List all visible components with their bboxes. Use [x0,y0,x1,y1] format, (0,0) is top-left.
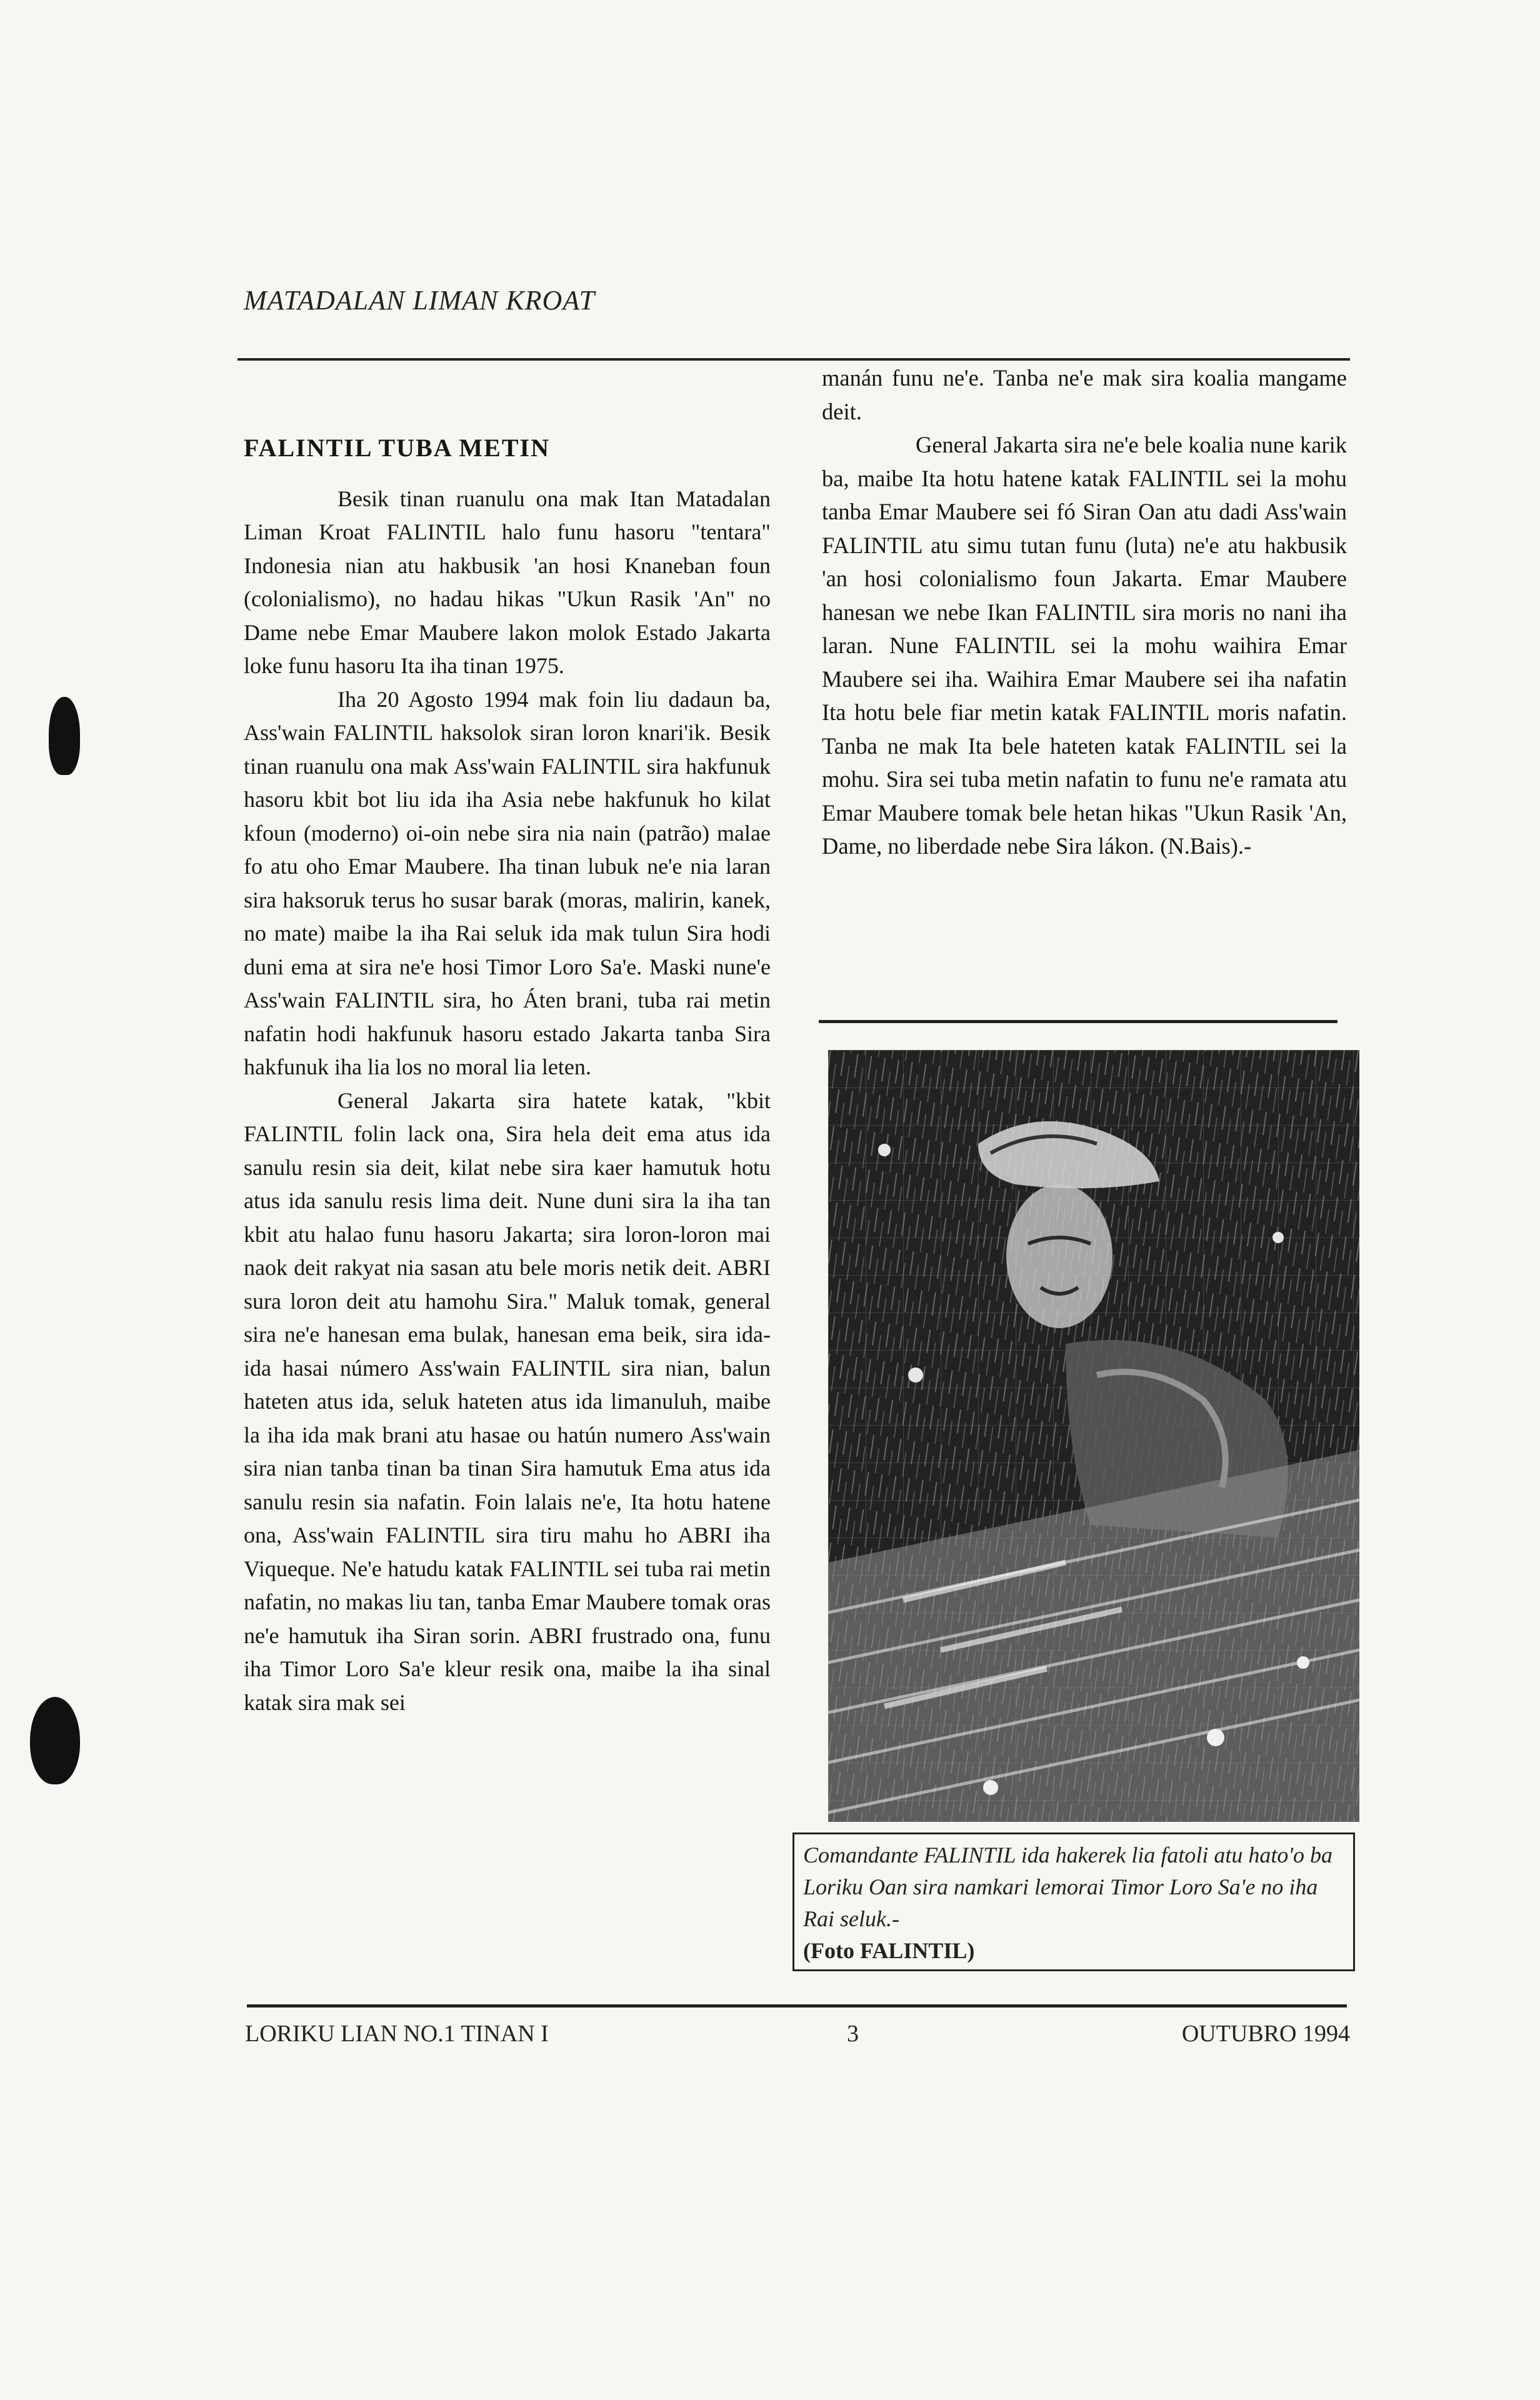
left-column [244,431,771,1719]
paragraph: manán funu ne'e. Tanba ne'e mak sira koalia mangame deit. [822,365,1347,424]
article-title: FALINTIL TUBA METIN [244,434,550,462]
footer-publication: LORIKU LIAN NO.1 TINAN I [245,2021,549,2047]
photo-credit: (Foto FALINTIL) [803,1938,975,1963]
bottom-rule [247,2004,1347,2008]
photo-image [828,1050,1359,1822]
paragraph: Iha 20 Agosto 1994 mak foin liu dadaun ba, Ass'wain FALINTIL haksolok siran loron knari'ik. Besik tinan ruanulu ona mak Ass'wain FALINTIL sira hakfunuk hasoru kbit bot liu ida iha Asia nebe hakfunuk ho kilat kfoun (moderno) oi-oin nebe sira nia nain (patrão) malae fo atu oho Emar Maubere. Iha tinan lubuk ne'e nia laran sira haksoruk terus ho susar barak (moras, malirin, kanek, no mate) maibe la iha Rai seluk ida mak tulun Sira hodi duni ema at sira ne'e hosi Timor Loro Sa'e. Maski nune'e Ass'wain FALINTIL sira, ho Áten brani, tuba rai metin nafatin hodi hakfunuk hasoru estado Jakarta tanba Sira hakfunuk iha lia los no moral lia leten. [244,686,771,1079]
footer-date: OUTUBRO 1994 [1181,2021,1350,2047]
running-head: MATADALAN LIMAN KROAT [244,285,596,316]
footer-page-number: 3 [847,2021,859,2047]
paragraph: General Jakarta sira hatete katak, "kbit FALINTIL folin lack ona, Sira hela deit ema atus ida sanulu resin sia deit, kilat nebe sira kaer hamutuk hotu atus ida sanulu resis lima deit. Nune duni sira la iha tan kbit atu halao funu hasoru Jakarta; sira loron-loron mai naok deit rakyat nia sasan atu bele moris netik deit. ABRI sura loron deit atu hamohu Sira." Maluk tomak, general sira ne'e hanesan ema bulak, hanesan ema beik, sira ida-ida hasai número Ass'wain FALINTIL sira nian, balun hateten atus ida, seluk hateten atus ida limanuluh, maibe la iha ida mak brani atu hasae ou hatún numero Ass'wain sira nian tanba tinan ba tinan Sira hamutuk Ema atus ida sanulu resin sia nafatin. Foin lalais ne'e, Ita hotu hatene ona, Ass'wain FALINTIL sira tiru mahu ho ABRI iha Viqueque. Ne'e hatudu katak FALINTIL sei tuba rai metin nafatin, no makas liu tan, tanba Emar Maubere tomak oras ne'e hamutuk iha Siran sorin. ABRI frustrado ona, funu iha Timor Loro Sa'e kleur resik ona, maibe la iha sinal katak sira mak sei [244,1088,771,1715]
right-column [822,361,1347,863]
paragraph: General Jakarta sira ne'e bele koalia nune karik ba, maibe Ita hotu hatene katak FALINTIL sei la mohu tanba Emar Maubere sei fó Siran Oan atu dadi Ass'wain FALINTIL atu simu tutan funu (luta) ne'e atu hakbusik 'an hosi colonialismo foun Jakarta. Emar Maubere hanesan we nebe Ikan FALINTIL sira moris no nani iha laran. Nune FALINTIL sei la mohu waihira Emar Maubere sei iha. Waihira Emar Maubere sei iha nafatin Ita hotu bele fiar metin katak FALINTIL moris nafatin. Tanba ne mak Ita bele hateten katak FALINTIL sei la mohu. Sira sei tuba metin nafatin to funu ne'e ramata atu Emar Maubere tomak bele hetan hikas "Ukun Rasik 'An, Dame, no liberdade nebe Sira lákon. (N.Bais).- [822,432,1347,859]
article-body-left [244,482,771,1720]
binder-hole-mark [30,1697,80,1784]
photo-commander-writing [828,1050,1359,1822]
column-divider-rule [819,1020,1338,1023]
caption-text: Comandante FALINTIL ida hakerek lia fatoli atu hato'o ba Loriku Oan sira namkari lemorai Timor Loro Sa'e no iha Rai seluk.- [803,1842,1333,1931]
top-rule [238,358,1350,361]
paragraph: Besik tinan ruanulu ona mak Itan Matadalan Liman Kroat FALINTIL halo funu hasoru "tentara" Indonesia nian atu hakbusik 'an hosi Knaneban foun (colonialismo), no hadau hikas "Ukun Rasik 'An" no Dame nebe Emar Maubere lakon molok Estado Jakarta loke funu hasoru Ita iha tinan 1975. [244,486,771,678]
binder-hole-mark [49,697,80,775]
photo-caption [792,1832,1355,1971]
